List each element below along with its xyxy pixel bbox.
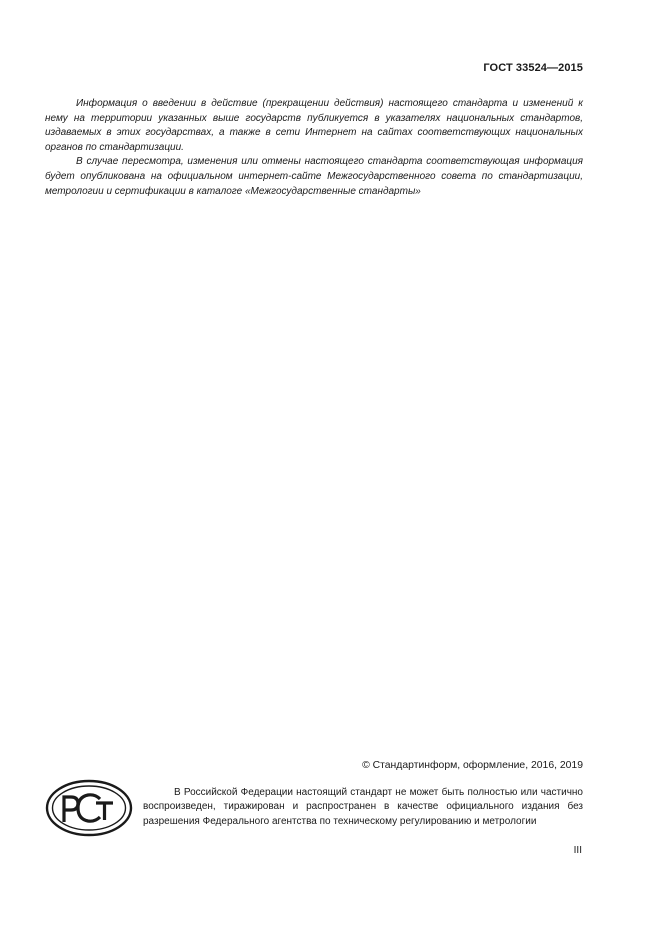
copyright-notice-text: В Российской Федерации настоящий стандарт не может быть полностью или частично воспроизведен, тиражирован и распространен в качестве официального издания без разрешения Федерального агентства по техническому регулированию и метрологии (143, 787, 583, 827)
rst-certification-mark-icon (45, 779, 133, 837)
info-block (45, 97, 583, 199)
copyright-line: © Стандартинформ, оформление, 2016, 2019 (362, 760, 583, 771)
info-paragraph-introduction: Информация о введении в действие (прекращении действия) настоящего стандарта и изменений к нему на территории указанных выше государств публикуется в указателях национальных стандартов, издаваемых в этих государствах, а также в сети Интернет на сайтах соответствующих национальных органов по стандартизации. (45, 98, 583, 153)
info-paragraph-revision: В случае пересмотра, изменения или отмены настоящего стандарта соответствующая информация будет опубликована на официальном интернет-сайте Межгосударственного совета по стандартизации, метрологии и сертификации в каталоге «Межгосударственные стандарты» (45, 156, 583, 197)
document-code: ГОСТ 33524—2015 (483, 62, 583, 74)
copyright-notice (143, 786, 583, 829)
page-number: III (573, 845, 582, 856)
